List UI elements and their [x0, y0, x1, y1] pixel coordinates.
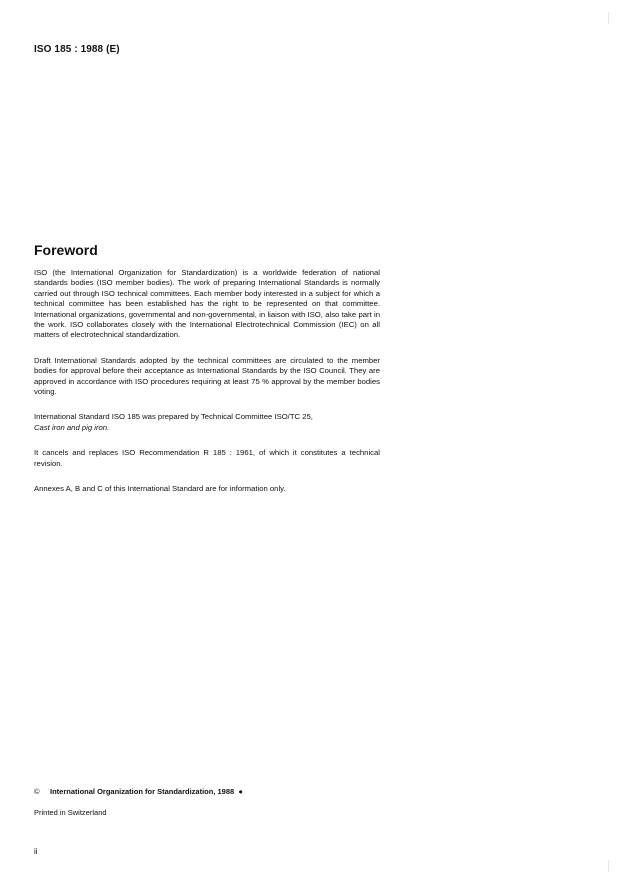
prepared-by-text: International Standard ISO 185 was prepared by Technical Committee ISO/TC 25,	[34, 412, 313, 422]
page-edge-line-top	[608, 12, 609, 24]
foreword-paragraph-5: Annexes A, B and C of this International Standard are for information only.	[34, 484, 286, 494]
printed-in: Printed in Switzerland	[34, 808, 107, 817]
page-number: ii	[34, 847, 38, 856]
copyright-text: International Organization for Standardization, 1988	[50, 787, 235, 796]
bullet-icon: ●	[238, 787, 243, 796]
committee-title: Cast iron and pig iron.	[34, 422, 110, 432]
foreword-title: Foreword	[34, 242, 98, 258]
copyright-icon: ©	[34, 787, 40, 796]
foreword-paragraph-4: It cancels and replaces ISO Recommendation R 185 : 1961, of which it constitutes a technical revision.	[34, 448, 380, 468]
foreword-body	[34, 268, 380, 510]
foreword-paragraph-3	[34, 412, 380, 433]
foreword-paragraph-2: Draft International Standards adopted by the technical committees are circulated to the member bodies for approval before their acceptance as International Standards by the ISO Council. They are approved in accordance with ISO procedures requiring at least 75 % approval by the member bodies voting.	[34, 355, 380, 397]
page-edge-line-bottom	[608, 860, 609, 872]
foreword-paragraph-1: ISO (the International Organization for Standardization) is a worldwide federation of national standards bodies (ISO member bodies). The work of preparing International Standards is normally carried out through ISO technical committees. Each member body interested in a subject for which a technical committee has been established has the right to be represented on that committee. International organizations, governmental and non-governmental, in liaison with ISO, also take part in the work. ISO collaborates closely with the International Electrotechnical Commission (IEC) on all matters of electrotechnical standardization.	[34, 268, 380, 340]
copyright-line	[34, 787, 243, 796]
document-code: ISO 185 : 1988 (E)	[34, 44, 120, 55]
